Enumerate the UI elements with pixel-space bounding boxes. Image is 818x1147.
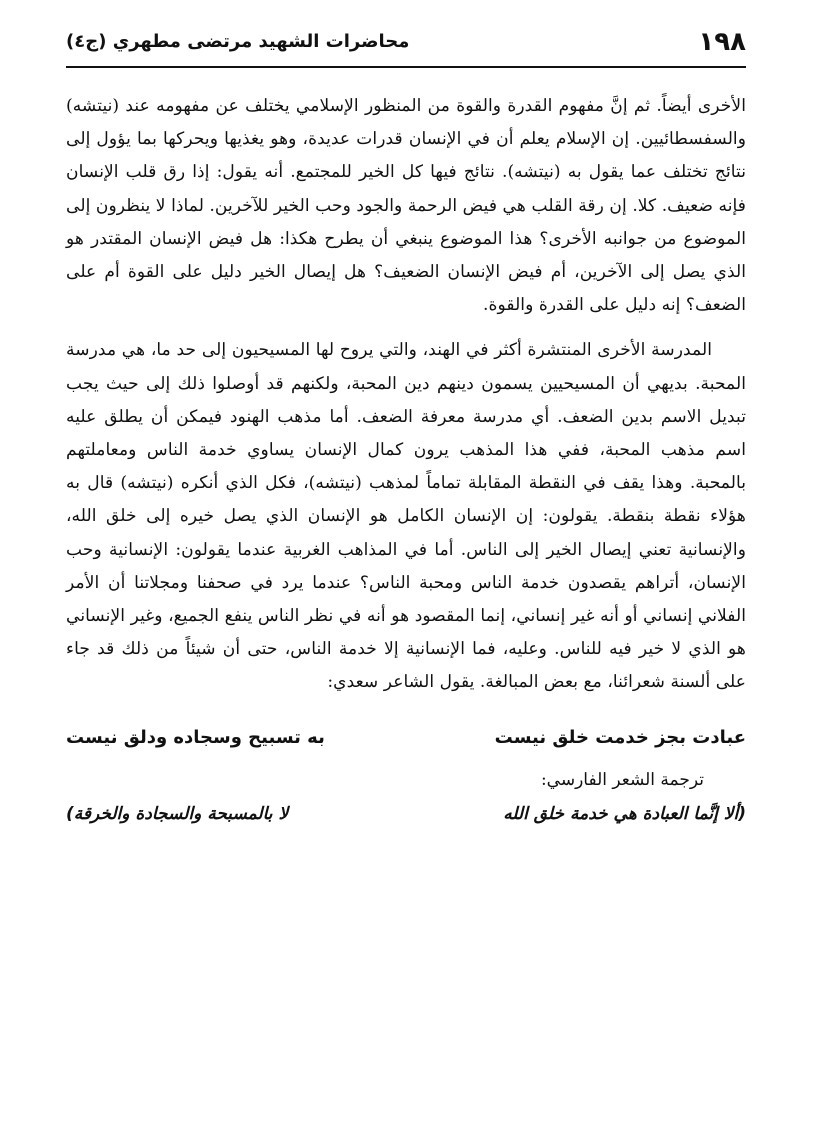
persian-verse — [66, 722, 746, 754]
translation-second-hemistich: لا بالمسبحة والسجادة والخرقة) — [66, 803, 289, 824]
page-number: ١٩٨ — [698, 27, 746, 57]
verse-second-hemistich: به تسبيح وسجاده ودلق نيست — [66, 726, 325, 748]
translation-first-hemistich: (ألا إنَّما العبادة هي خدمة خلق الله — [503, 803, 746, 824]
paragraph-school-of-love: المدرسة الأخرى المنتشرة أكثر في الهند، والتي يروح لها المسيحيون إلى حد ما، هي مدرسة المحبة. بديهي أن المسيحيين يسمون دينهم دين المحبة، ولكنهم قد أوصلوا ذلك إلى حيث يجب تبديل الاسم بدين الضعف. أي مدرسة معرفة الضعف. أما مذهب الهنود فيمكن أن يطلق عليه اسم مذهب المحبة، ففي هذا المذهب يرون كمال الإنسان يساوي خدمة الناس ومعاملتهم بالمحبة. وهذا يقف في النقطة المقابلة تماماً لمذهب (نيتشه)، فكل الذي أنكره (نيتشه) قال به هؤلاء نقطة بنقطة. يقولون: إن الإنسان الكامل هو الإنسان الذي يصل خيره إلى خلق الله، والإنسانية تعني إيصال الخير إلى الناس. أما في المذاهب الغربية عندما يقولون: الإنسانية وحب الإنسان، أتراهم يقصدون خدمة الناس ومحبة الناس؟ عندما يرد في صحفنا ومجلاتنا أن الأمر الفلاني إنساني أو أنه غير إنساني، إنما المقصود هو أنه في نظر الناس ينفع الجميع، وغير الإنساني هو الذي لا خير فيه للناس. وعليه، فما الإنسانية إلا خدمة الناس، حتى أن شيئاً من ذلك قد جاء على ألسنة شعرائنا، مع بعض المبالغة. يقول الشاعر سعدي: — [66, 340, 746, 693]
arabic-verse-translation — [66, 798, 746, 830]
book-page — [66, 22, 746, 1127]
header-divider — [66, 66, 746, 68]
translation-label: ترجمة الشعر الفارسي: — [540, 769, 704, 790]
page-header — [66, 22, 746, 62]
running-title: محاضرات الشهيد مرتضى مطهري (ج٤) — [66, 31, 410, 52]
paragraph-nietzsche-strength: الأخرى أيضاً. ثم إنَّ مفهوم القدرة والقوة من المنظور الإسلامي يختلف عن مفهومه عند (نيتشه) والسفسطائيين. إن الإسلام يعلم أن في الإنسان قدرات عديدة، وهو يغذيها ويحركها بما يؤول إلى نتائج تختلف عما يقول به (نيتشه). نتائج فيها كل الخير للمجتمع. أنه يقول: إذا رق قلب الإنسان فإنه ضعيف. كلا. إن رقة القلب هي فيض الرحمة والجود وحب الخير للآخرين. لماذا لا ينظرون إلى الموضوع من جوانبه الأخرى؟ هذا الموضوع ينبغي أن يطرح هكذا: هل فيض الإنسان المقتدر هو الذي يصل إلى الآخرين، أم فيض الإنسان الضعيف؟ هل إيصال الخير دليل على القوة أم على الضعف؟ إنه دليل على القدرة والقوة. — [66, 96, 746, 316]
verse-first-hemistich: عبادت بجز خدمت خلق نيست — [494, 726, 746, 748]
